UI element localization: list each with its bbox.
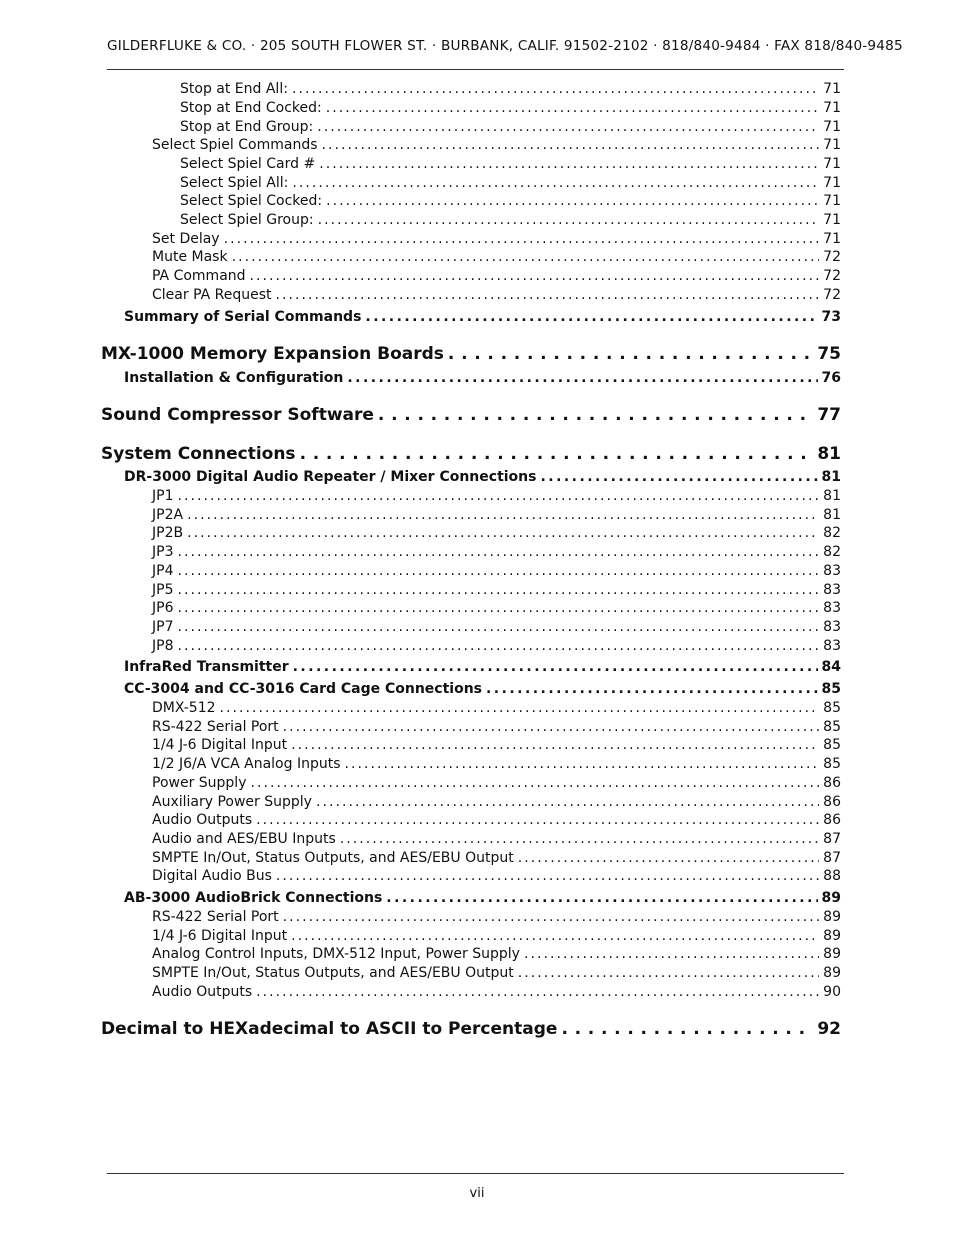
toc-entry-page: 82 xyxy=(823,544,841,560)
dot-leader xyxy=(177,600,819,616)
toc-entry-title: Select Spiel Card # xyxy=(180,156,316,172)
toc-chapter[interactable] xyxy=(101,344,841,364)
toc-entry-page: 86 xyxy=(823,794,841,810)
toc-chapter[interactable] xyxy=(101,444,841,464)
dot-leader xyxy=(561,1019,813,1039)
toc-entry[interactable] xyxy=(152,638,841,654)
toc-entry-page: 72 xyxy=(823,287,841,303)
toc-entry-title: JP4 xyxy=(152,563,174,579)
toc-entry[interactable] xyxy=(180,100,841,116)
toc-entry-page: 90 xyxy=(823,984,841,1000)
toc-entry-title: Clear PA Request xyxy=(152,287,272,303)
toc-entry-page: 71 xyxy=(823,212,841,228)
toc-entry[interactable] xyxy=(152,831,841,847)
toc-entry-page: 71 xyxy=(823,231,841,247)
toc-entry-page: 85 xyxy=(823,756,841,772)
toc-entry-title: JP6 xyxy=(152,600,174,616)
toc-entry-title: Stop at End Cocked: xyxy=(180,100,322,116)
toc-entry-page: 85 xyxy=(823,700,841,716)
toc-entry-title: Analog Control Inputs, DMX-512 Input, Power Supply xyxy=(152,946,520,962)
toc-entry-title: Set Delay xyxy=(152,231,220,247)
toc-entry-title: System Connections xyxy=(101,444,296,464)
dot-leader xyxy=(326,100,819,116)
toc-entry-page: 83 xyxy=(823,563,841,579)
toc-entry-title: JP2B xyxy=(152,525,184,541)
toc-chapter[interactable] xyxy=(101,1019,841,1039)
dot-leader xyxy=(187,507,819,523)
toc-entry-page: 71 xyxy=(823,193,841,209)
toc-entry-title: DR-3000 Digital Audio Repeater / Mixer Connections xyxy=(124,469,537,485)
dot-leader xyxy=(524,946,819,962)
toc-entry[interactable] xyxy=(152,600,841,616)
dot-leader xyxy=(224,231,820,247)
toc-entry-page: 72 xyxy=(823,249,841,265)
toc-entry-title: Power Supply xyxy=(152,775,247,791)
toc-entry[interactable] xyxy=(180,119,841,135)
toc-entry-title: JP8 xyxy=(152,638,174,654)
toc-entry-page: 71 xyxy=(823,175,841,191)
toc-entry-title: CC-3004 and CC-3016 Card Cage Connections xyxy=(124,681,483,697)
toc-entry[interactable] xyxy=(152,928,841,944)
toc-entry[interactable] xyxy=(124,659,841,675)
toc-entry-title: SMPTE In/Out, Status Outputs, and AES/EBU Output xyxy=(152,965,514,981)
toc-entry[interactable] xyxy=(152,775,841,791)
dot-leader xyxy=(220,700,820,716)
toc-entry[interactable] xyxy=(152,619,841,635)
toc-entry[interactable] xyxy=(152,946,841,962)
toc-entry-page: 85 xyxy=(823,737,841,753)
toc-entry-page: 89 xyxy=(823,928,841,944)
toc-entry-title: Select Spiel Group: xyxy=(180,212,314,228)
dot-leader xyxy=(317,119,819,135)
dot-leader xyxy=(293,659,818,675)
toc-entry-page: 92 xyxy=(817,1019,841,1039)
toc-entry-title: InfraRed Transmitter xyxy=(124,659,289,675)
toc-entry[interactable] xyxy=(124,890,841,906)
toc-chapter[interactable] xyxy=(101,405,841,425)
toc-entry-title: 1/4 J-6 Digital Input xyxy=(152,928,288,944)
toc-entry-page: 89 xyxy=(823,965,841,981)
dot-leader xyxy=(316,794,819,810)
toc-entry-page: 81 xyxy=(823,488,841,504)
dot-leader xyxy=(187,525,819,541)
toc-entry-title: Summary of Serial Commands xyxy=(124,309,362,325)
toc-entry-page: 77 xyxy=(817,405,841,425)
toc-entry[interactable] xyxy=(152,756,841,772)
toc-entry-page: 71 xyxy=(823,119,841,135)
toc-entry-title: 1/2 J6/A VCA Analog Inputs xyxy=(152,756,341,772)
dot-leader xyxy=(256,812,819,828)
toc-entry[interactable] xyxy=(152,137,841,153)
toc-entry[interactable] xyxy=(152,737,841,753)
toc-entry[interactable] xyxy=(152,249,841,265)
toc-entry-title: Audio Outputs xyxy=(152,984,253,1000)
toc-entry-title: JP7 xyxy=(152,619,174,635)
toc-entry-page: 86 xyxy=(823,812,841,828)
header-rule xyxy=(107,69,844,70)
dot-leader xyxy=(292,175,819,191)
toc-entry-page: 75 xyxy=(817,344,841,364)
toc-entry-title: MX-1000 Memory Expansion Boards xyxy=(101,344,444,364)
dot-leader xyxy=(283,719,820,735)
dot-leader xyxy=(518,850,819,866)
toc-entry[interactable] xyxy=(152,268,841,284)
toc-entry[interactable] xyxy=(180,156,841,172)
toc-entry-page: 85 xyxy=(821,681,841,697)
toc-entry[interactable] xyxy=(152,525,841,541)
toc-entry-title: PA Command xyxy=(152,268,246,284)
toc-entry[interactable] xyxy=(152,850,841,866)
dot-leader xyxy=(540,469,817,485)
toc-entry[interactable] xyxy=(152,231,841,247)
toc-entry[interactable] xyxy=(152,287,841,303)
dot-leader xyxy=(340,831,819,847)
toc-entry[interactable] xyxy=(152,719,841,735)
dot-leader xyxy=(486,681,818,697)
dot-leader xyxy=(386,890,817,906)
toc-entry-page: 72 xyxy=(823,268,841,284)
toc-entry-title: Audio and AES/EBU Inputs xyxy=(152,831,336,847)
toc-entry-title: Decimal to HEXadecimal to ASCII to Percentage xyxy=(101,1019,558,1039)
page-number: vii xyxy=(469,1186,485,1201)
toc-entry-page: 81 xyxy=(823,507,841,523)
toc-entry-title: JP2A xyxy=(152,507,184,523)
toc-entry[interactable] xyxy=(152,984,841,1000)
toc-entry-page: 88 xyxy=(823,868,841,884)
toc-entry-page: 89 xyxy=(823,946,841,962)
toc-entry-title: Mute Mask xyxy=(152,249,228,265)
toc-entry-title: Stop at End All: xyxy=(180,81,288,97)
toc-entry-page: 83 xyxy=(823,638,841,654)
toc-entry-page: 83 xyxy=(823,582,841,598)
toc-entry-title: DMX-512 xyxy=(152,700,216,716)
toc-entry[interactable] xyxy=(124,309,841,325)
toc-entry-page: 87 xyxy=(823,850,841,866)
toc-entry[interactable] xyxy=(152,507,841,523)
toc-entry-title: 1/4 J-6 Digital Input xyxy=(152,737,288,753)
dot-leader xyxy=(300,444,814,464)
dot-leader xyxy=(291,737,819,753)
toc-entry-page: 73 xyxy=(821,309,841,325)
toc-entry-page: 81 xyxy=(817,444,841,464)
dot-leader xyxy=(177,638,819,654)
page-header: GILDERFLUKE & CO. · 205 SOUTH FLOWER ST. · BURBANK, CALIF. 91502-2102 · 818/840-9484 · FAX 818/840-9485 xyxy=(107,38,903,54)
dot-leader xyxy=(177,544,819,560)
dot-leader xyxy=(345,756,820,772)
toc-entry[interactable] xyxy=(180,81,841,97)
toc-entry[interactable] xyxy=(152,582,841,598)
toc-entry[interactable] xyxy=(152,544,841,560)
toc-entry-title: RS-422 Serial Port xyxy=(152,719,279,735)
dot-leader xyxy=(318,212,820,228)
dot-leader xyxy=(250,268,820,284)
dot-leader xyxy=(283,909,820,925)
toc-entry-title: JP1 xyxy=(152,488,174,504)
toc-entry-title: Installation & Configuration xyxy=(124,370,344,386)
toc-entry[interactable] xyxy=(152,965,841,981)
dot-leader xyxy=(319,156,819,172)
dot-leader xyxy=(365,309,817,325)
dot-leader xyxy=(292,81,819,97)
toc-entry[interactable] xyxy=(124,681,841,697)
toc-entry-page: 86 xyxy=(823,775,841,791)
toc-entry-page: 71 xyxy=(823,100,841,116)
dot-leader xyxy=(347,370,817,386)
toc-entry-title: SMPTE In/Out, Status Outputs, and AES/EBU Output xyxy=(152,850,514,866)
dot-leader xyxy=(177,488,819,504)
dot-leader xyxy=(378,405,813,425)
toc-entry-page: 71 xyxy=(823,137,841,153)
toc-entry-page: 71 xyxy=(823,156,841,172)
toc-entry-title: Audio Outputs xyxy=(152,812,253,828)
toc-entry-title: Select Spiel All: xyxy=(180,175,289,191)
dot-leader xyxy=(518,965,819,981)
toc-entry-page: 89 xyxy=(823,909,841,925)
toc-entry-title: Auxiliary Power Supply xyxy=(152,794,312,810)
dot-leader xyxy=(276,868,819,884)
toc-entry-page: 82 xyxy=(823,525,841,541)
toc-entry-page: 89 xyxy=(821,890,841,906)
dot-leader xyxy=(326,193,819,209)
dot-leader xyxy=(448,344,813,364)
toc-entry[interactable] xyxy=(152,812,841,828)
dot-leader xyxy=(276,287,820,303)
toc-entry-page: 81 xyxy=(821,469,841,485)
toc-entry[interactable] xyxy=(152,563,841,579)
footer-rule xyxy=(107,1173,844,1174)
dot-leader xyxy=(322,137,820,153)
toc-entry-page: 76 xyxy=(821,370,841,386)
toc-entry-page: 83 xyxy=(823,600,841,616)
dot-leader xyxy=(177,563,819,579)
toc-entry-title: Sound Compressor Software xyxy=(101,405,374,425)
dot-leader xyxy=(177,582,819,598)
toc-entry-title: JP3 xyxy=(152,544,174,560)
toc-entry[interactable] xyxy=(152,488,841,504)
dot-leader xyxy=(177,619,819,635)
dot-leader xyxy=(291,928,819,944)
toc-entry[interactable] xyxy=(152,868,841,884)
toc-entry-page: 84 xyxy=(821,659,841,675)
toc-entry[interactable] xyxy=(152,909,841,925)
toc-entry-page: 85 xyxy=(823,719,841,735)
toc-entry[interactable] xyxy=(180,193,841,209)
toc-entry-page: 87 xyxy=(823,831,841,847)
toc-entry-title: RS-422 Serial Port xyxy=(152,909,279,925)
dot-leader xyxy=(251,775,820,791)
dot-leader xyxy=(256,984,819,1000)
toc-entry[interactable] xyxy=(124,469,841,485)
toc-entry[interactable] xyxy=(180,175,841,191)
toc-entry-page: 71 xyxy=(823,81,841,97)
toc-entry-title: Select Spiel Commands xyxy=(152,137,318,153)
toc-entry-title: Digital Audio Bus xyxy=(152,868,272,884)
toc-entry[interactable] xyxy=(152,794,841,810)
toc-entry-title: Select Spiel Cocked: xyxy=(180,193,323,209)
toc-entry-title: Stop at End Group: xyxy=(180,119,314,135)
toc-entry[interactable] xyxy=(180,212,841,228)
toc-entry[interactable] xyxy=(152,700,841,716)
toc-entry-title: AB-3000 AudioBrick Connections xyxy=(124,890,383,906)
toc-entry-title: JP5 xyxy=(152,582,174,598)
dot-leader xyxy=(232,249,820,265)
toc-entry-page: 83 xyxy=(823,619,841,635)
toc-entry[interactable] xyxy=(124,370,841,386)
